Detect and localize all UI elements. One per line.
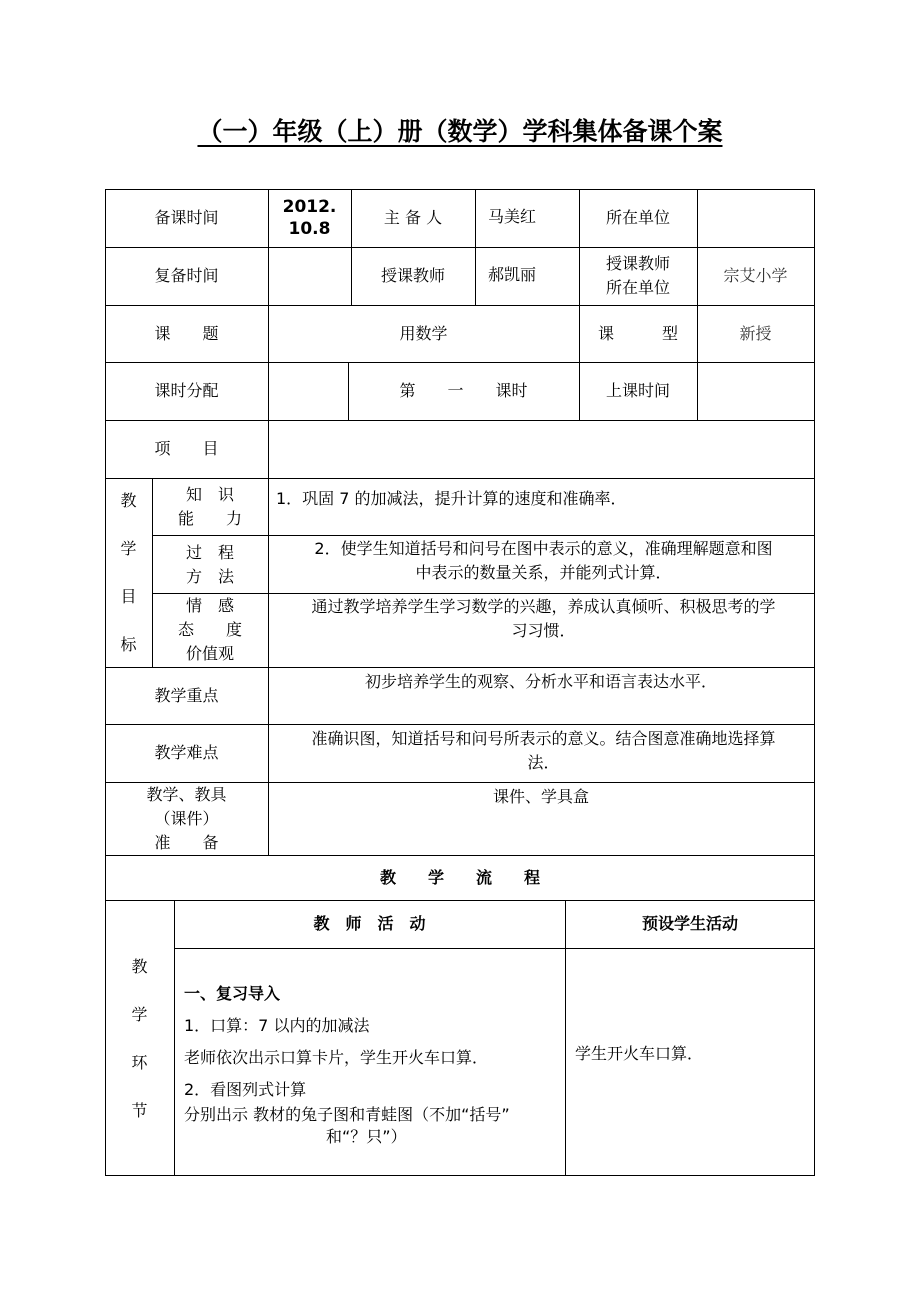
knowledge-text: 1．巩固 7 的加减法，提升计算的速度和准确率． (276, 489, 627, 508)
flow-side-label: 教 学 环 节 (131, 957, 148, 1120)
topic-label: 课 题 (154, 323, 219, 343)
period-label: 课时分配 (154, 381, 219, 400)
student-activity-header: 预设学生活动 (641, 914, 738, 933)
key-point-label: 教学重点 (154, 685, 219, 705)
difficulty-label: 教学难点 (154, 743, 219, 762)
page-title: （一）年级（上）册（数学）学科集体备课个案 (197, 117, 723, 146)
materials-text: 课件、学具盒 (492, 787, 589, 806)
period-value: 第 一 课时 (399, 381, 528, 400)
prep-time-value: 2012. 10.8 (282, 197, 337, 239)
flow-title: 教 学 流 程 (379, 867, 540, 887)
teacher-value: 郝凯丽 (488, 265, 537, 284)
item-label: 项 目 (154, 439, 219, 458)
key-point-text: 初步培养学生的观察、分析水平和语言表达水平． (364, 672, 717, 691)
lesson-type-value: 新授 (739, 323, 772, 343)
student-activity-text: 学生开火车口算． (575, 1044, 704, 1063)
topic-value: 用数学 (399, 323, 448, 343)
unit-value (697, 189, 814, 247)
class-time-label: 上课时间 (605, 381, 670, 400)
materials-label: 教学、教具 （课件） 准 备 (146, 785, 227, 852)
section-review-intro: 一、复习导入 (184, 984, 281, 1003)
main-preparer-value: 马美红 (488, 207, 537, 226)
objectives-side-label: 教 学 目 标 (120, 491, 137, 654)
unit-label: 所在单位 (605, 208, 670, 227)
review-time-label: 复备时间 (154, 266, 219, 285)
main-preparer-label: 主 备 人 (383, 208, 443, 227)
teacher-unit-label: 授课教师 所在单位 (605, 254, 670, 297)
prep-time-label: 备课时间 (154, 208, 219, 227)
process-text: 2．使学生知道括号和问号在图中表示的意义，准确理解题意和图 中表示的数量关系，并能列式计算． (314, 539, 773, 582)
lesson-type-label: 课 型 (597, 323, 678, 343)
item-2: 2．看图列式计算 (184, 1080, 307, 1099)
emotion-label: 情 感 态 度 价值观 (177, 596, 242, 663)
teacher-activity-header: 教 师 活 动 (313, 914, 426, 933)
knowledge-label: 知 识 能 力 (177, 485, 242, 528)
teacher-unit-value: 宗艾小学 (723, 266, 788, 285)
item-1: 1．口算：7 以内的加减法 (184, 1016, 370, 1035)
item-2-desc: 分别出示 教材的兔子图和青蛙图（不加“括号” 和“？只”） (184, 1105, 510, 1146)
item-1-desc: 老师依次出示口算卡片，学生开火车口算． (184, 1048, 489, 1067)
emotion-text: 通过教学培养学生学习数学的兴趣，养成认真倾听、积极思考的学 习习惯． (311, 597, 776, 640)
difficulty-text: 准确识图，知道括号和问号所表示的意义。结合图意准确地选择算 法． (311, 729, 776, 772)
teacher-label: 授课教师 (380, 266, 445, 285)
process-label: 过 程 方 法 (185, 543, 234, 586)
